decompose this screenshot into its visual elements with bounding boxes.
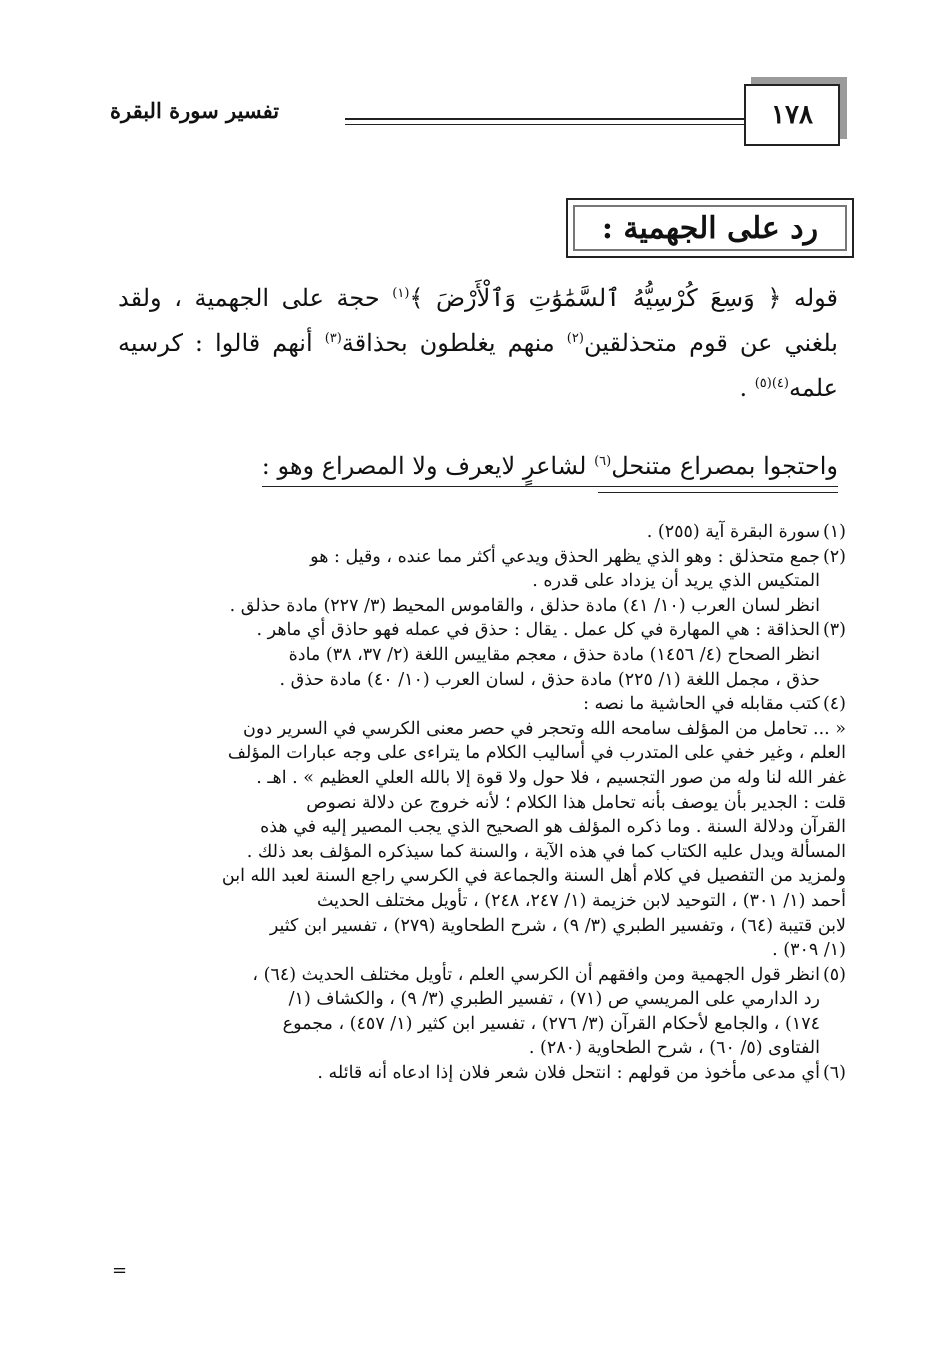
footnote-line: انظر الصحاح (٤/ ١٤٥٦) مادة حذق ، معجم مقاييس اللغة (٢/ ٣٧، ٣٨) مادة: [288, 644, 820, 665]
footnote-line: سورة البقرة آية (٢٥٥) .: [646, 522, 820, 542]
body-text-run: .: [739, 374, 755, 402]
section-heading: رد على الجهمية :: [601, 210, 819, 246]
footnote-number: (٢): [822, 546, 846, 567]
footnote: [118, 594, 846, 619]
footnote-text: [118, 963, 820, 1061]
header-rule-thin: [345, 124, 745, 125]
footnote-line: حذق ، مجمل اللغة (١/ ٢٢٥) مادة حذق ، لسان العرب (١٠/ ٤٠) مادة حذق .: [279, 669, 820, 690]
footnotes: [118, 520, 846, 1086]
footnote-line: قلت : الجدير بأن يوصف بأنه تحامل هذا الكلام ؛ لأنه خروج عن دلالة نصوص: [306, 792, 846, 813]
footnote-ref-4-5: (٤)(٥): [754, 376, 789, 391]
footnote-line: القرآن ودلالة السنة . وما ذكره المؤلف هو الصحيح الذي يجب المصير إليه في هذه: [260, 817, 846, 838]
footnote-line: كتب مقابله في الحاشية ما نصه :: [583, 694, 820, 715]
footnote-line: الفتاوى (٥/ ٦٠) ، شرح الطحاوية (٢٨٠) .: [528, 1038, 820, 1059]
header-rule: [345, 118, 745, 120]
page-number: ١٧٨: [771, 100, 813, 130]
footnote-line: أحمد (١/ ٣٠١) ، التوحيد لابن خزيمة (١/ ٢٤٧، ٢٤٨) ، تأويل مختلف الحديث: [317, 890, 846, 911]
body-text: [118, 276, 838, 411]
verse-line: [118, 446, 838, 486]
verse-text-a: واحتجوا بمصراع متنحل: [611, 452, 838, 480]
footnote-line: انظر لسان العرب (١٠/ ٤١) مادة حذلق ، والقاموس المحيط (٣/ ٢٢٧) مادة حذلق .: [229, 595, 820, 616]
footnote-line: لابن قتيبة (٦٤) ، وتفسير الطبري (٣/ ٩) ، شرح الطحاوية (٢٧٩) ، تفسير ابن كثير: [269, 915, 846, 936]
body-text-run: أنهم قالوا : كرسيه علمه: [118, 329, 838, 402]
footnote-ref-2: (٢): [566, 331, 584, 346]
footnote-line: ولمزيد من التفصيل في كلام أهل السنة والجماعة في الكرسي راجع السنة لعبد الله ابن: [221, 866, 846, 887]
footnote-line: أي مدعى مأخوذ من قولهم : انتحل فلان شعر فلان إذا ادعاه أنه قائله .: [317, 1063, 820, 1084]
quran-quote: قوله ﴿ وَسِعَ كُرْسِيُّهُ ٱلسَّمَٰوَٰتِ وَٱلْأَرْضَ ﴾: [409, 284, 839, 312]
section-heading-box: [566, 198, 854, 258]
body-paragraph: [118, 276, 838, 411]
footnote-text: [118, 692, 820, 717]
footnote-text: [118, 1061, 820, 1086]
footnote: [118, 618, 846, 692]
footnote-line: المسألة ويدل عليه الكتاب كما في هذه الآية ، والسنة كما سيذكره المؤلف بعد ذلك .: [246, 841, 846, 862]
footnote-line: الحذاقة : هي المهارة في كل عمل . يقال : حذق في عمله فهو حاذق أي ماهر .: [256, 620, 820, 641]
footnote-line: العلم ، وغير خفي على المتدرب في أساليب الكلام ما يتراءى على وجه عبارات المؤلف: [227, 743, 846, 764]
footnote-text: [118, 717, 846, 963]
footnote-line: جمع متحذلق : وهو الذي يظهر الحذق ويدعي أكثر مما عنده ، وقيل : هو: [310, 546, 820, 567]
verse-text-b: لشاعرٍ لايعرف ولا المصراع وهو :: [261, 452, 595, 480]
footnote-text: [118, 594, 820, 619]
footnote-text: [118, 520, 820, 545]
body-text-run: حجة على الجهمية ، ولقد بلغني عن قوم متحذلقين: [118, 284, 838, 357]
footnote-number: (٤): [822, 694, 846, 715]
footnote-line: غفر الله لنا وله من صور التجسيم ، فلا حول ولا قوة إلا بالله العلي العظيم » . اهـ .: [256, 767, 846, 788]
footnote-text: [118, 545, 820, 594]
footnote-number: (٣): [822, 620, 846, 641]
underlined-phrase: [262, 452, 838, 487]
footnote-line: « ... تحامل من المؤلف سامحه الله وتحجر في حصر معنى الكرسي في السرير دون: [243, 718, 846, 739]
footnote-text: [118, 618, 820, 692]
footnote-number: (٥): [822, 964, 846, 985]
footnote-line: رد الدارمي على المريسي ص (٧١) ، تفسير الطبري (٣/ ٩) ، والكشاف (١/: [288, 989, 820, 1010]
footnote-ref-6: (٦): [594, 454, 612, 469]
footnote-ref-1: (١): [392, 286, 410, 301]
footnote: [118, 717, 846, 963]
body-text-run: منهم يغلطون بحذاقة: [341, 329, 567, 357]
running-title: تفسير سورة البقرة: [110, 98, 280, 123]
footnote: [118, 545, 846, 594]
footnote-line: (١/ ٣٠٩) .: [772, 940, 846, 961]
footnote: [118, 963, 846, 1061]
footnote-line: المتكيس الذي يريد أن يزداد على قدره .: [532, 571, 820, 592]
footnote-line: ١٧٤) ، والجامع لأحكام القرآن (٣/ ٢٧٦) ، تفسير ابن كثير (١/ ٤٥٧) ، مجموع: [282, 1013, 820, 1034]
footnote-line: انظر قول الجهمية ومن وافقهم أن الكرسي العلم ، تأويل مختلف الحديث (٦٤) ،: [252, 964, 820, 985]
footnote: [118, 1061, 846, 1086]
footnote-ref-3: (٣): [324, 331, 342, 346]
footnote-number: (٦): [822, 1063, 846, 1084]
footnote-separator: [598, 492, 838, 493]
footnote: [118, 692, 846, 717]
footnote-number: (١): [822, 522, 846, 542]
continuation-mark: =: [112, 1260, 128, 1281]
page-number-box: [744, 84, 840, 146]
footnote: [118, 520, 846, 545]
